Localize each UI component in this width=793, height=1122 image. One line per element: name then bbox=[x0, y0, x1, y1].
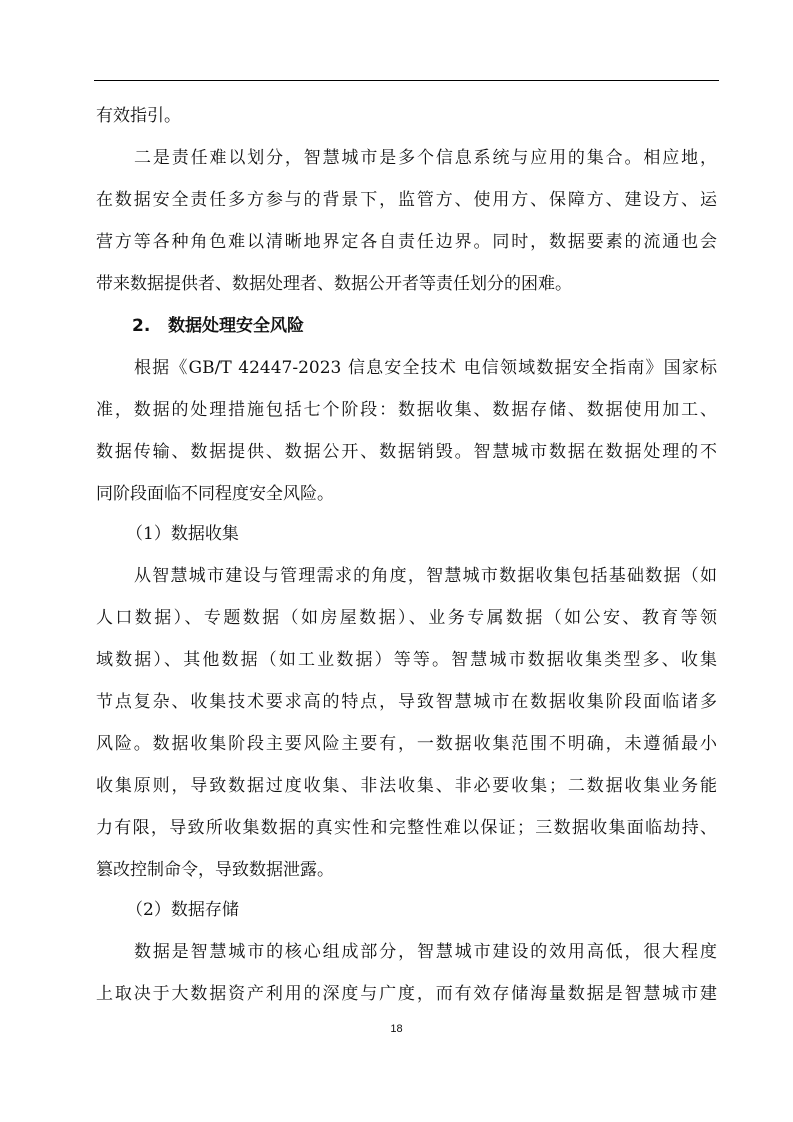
subsection-heading: （2）数据存储 bbox=[126, 900, 239, 920]
paragraph-line: 风险。数据收集阶段主要风险主要有，一数据收集范围不明确，未遵循最小 bbox=[96, 734, 717, 754]
paragraph-line: 从智慧城市建设与管理需求的角度，智慧城市数据收集包括基础数据（如 bbox=[134, 566, 717, 586]
paragraph-line: 数据传输、数据提供、数据公开、数据销毁。智慧城市数据在数据处理的不 bbox=[96, 442, 717, 462]
section-number: 2. bbox=[132, 316, 151, 336]
paragraph-line: 节点复杂、收集技术要求高的特点，导致智慧城市在数据收集阶段面临诸多 bbox=[96, 692, 717, 712]
paragraph-line: 同阶段面临不同程度安全风险。 bbox=[96, 484, 334, 504]
paragraph-line: 收集原则，导致数据过度收集、非法收集、非必要收集；二数据收集业务能 bbox=[96, 776, 717, 796]
paragraph-line: 二是责任难以划分，智慧城市是多个信息系统与应用的集合。相应地， bbox=[134, 148, 717, 168]
paragraph-line: 准，数据的处理措施包括七个阶段：数据收集、数据存储、数据使用加工、 bbox=[96, 400, 717, 420]
paragraph-line: 根据《GB/T 42447-2023 信息安全技术 电信领域数据安全指南》国家标 bbox=[134, 358, 717, 378]
paragraph-line: 力有限，导致所收集数据的真实性和完整性难以保证；三数据收集面临劫持、 bbox=[96, 818, 717, 838]
paragraph-line: 有效指引。 bbox=[96, 106, 181, 126]
paragraph-line: 在数据安全责任多方参与的背景下，监管方、使用方、保障方、建设方、运 bbox=[96, 190, 717, 210]
subsection-heading: （1）数据收集 bbox=[126, 524, 239, 544]
paragraph-line: 篡改控制命令，导致数据泄露。 bbox=[96, 860, 334, 880]
section-heading: 数据处理安全风险 bbox=[168, 316, 304, 336]
paragraph-line: 带来数据提供者、数据处理者、数据公开者等责任划分的困难。 bbox=[96, 274, 572, 294]
paragraph-line: 域数据）、其他数据（如工业数据）等等。智慧城市数据收集类型多、收集 bbox=[96, 650, 717, 670]
paragraph-line: 营方等各种角色难以清晰地界定各自责任边界。同时，数据要素的流通也会 bbox=[96, 232, 717, 252]
header-rule bbox=[94, 80, 719, 81]
paragraph-line: 上取决于大数据资产利用的深度与广度，而有效存储海量数据是智慧城市建 bbox=[96, 984, 717, 1004]
paragraph-line: 数据是智慧城市的核心组成部分，智慧城市建设的效用高低，很大程度 bbox=[134, 942, 717, 962]
page-number: 18 bbox=[390, 1023, 403, 1035]
paragraph-line: 人口数据）、专题数据（如房屋数据）、业务专属数据（如公安、教育等领 bbox=[96, 608, 717, 628]
